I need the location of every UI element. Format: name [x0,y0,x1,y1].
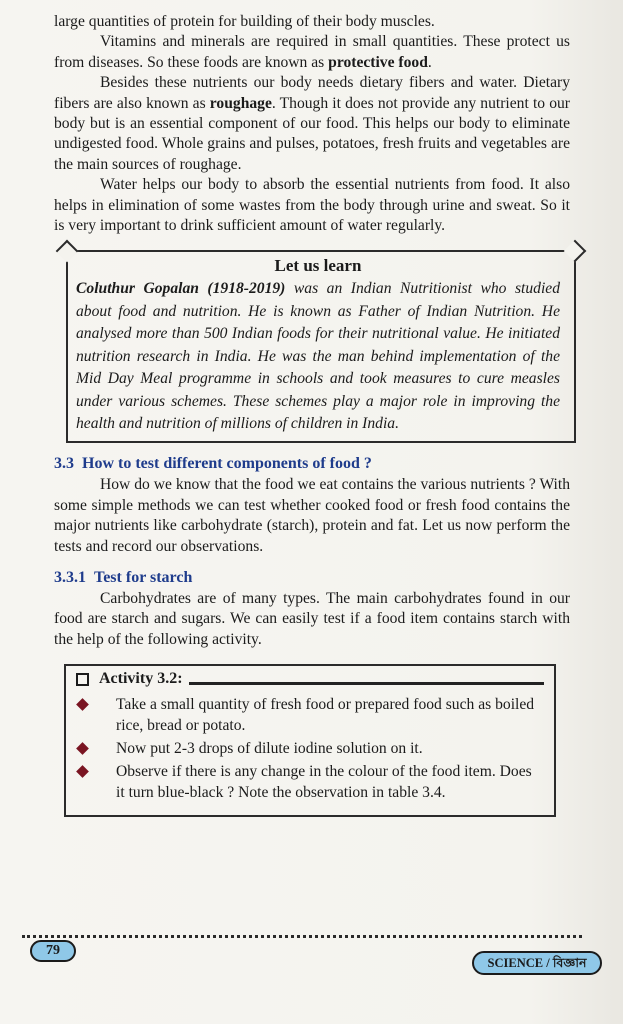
activity-rule [189,682,544,685]
section-3-3-1-heading [54,569,570,587]
let-us-learn-box [66,250,576,443]
section-3-3-1-number: 3.3.1 [54,568,86,586]
let-us-learn-title: Let us learn [274,256,362,276]
gopalan-description: was an Indian Nutritionist who studied about food and nutrition. He is known as Father of Indian Nutrition. He analysed more than 500 Indian foods for their nutritional value. He initiated nutrition research in India. He was the man behind implementation of the Mid Day Meal programme in schools and took measures to cure measles under various schemes. These schemes play a major role in improving the health and nutrition of millions of children in India. [76,280,560,432]
page-number: 79 [30,940,76,962]
paragraph-vitamins-end: . [427,53,432,71]
diamond-bullet-icon [76,742,89,755]
activity-step-text: Now put 2-3 drops of dilute iodine solution on it. [116,740,423,758]
checkbox-icon [76,673,89,686]
paragraph-vitamins-text: Vitamins and minerals are required in small quantities. These protect us from diseases. So these foods are known as [54,33,570,71]
book-label: SCIENCE / বিজ্ঞান [472,951,602,975]
paragraph-roughage-rest: . Though it does not provide any nutrient to our body but is an essential component of our food. This helps our body to eliminate undigested food. Whole grains and pulses, potatoes, fresh fruits and vegetables are the main sources of roughage. [54,94,570,173]
section-3-3-heading [54,455,570,473]
term-protective-food: protective food [328,53,428,71]
paragraph-roughage-text: Besides these nutrients our body needs dietary fibers and water. Dietary fibers are also known as [54,74,570,112]
let-us-learn-body [76,278,560,435]
footer-dotted-line [22,935,582,938]
section-3-3-number: 3.3 [54,455,74,473]
term-roughage: roughage [209,94,272,112]
activity-header [76,670,544,688]
page-content [54,12,570,817]
activity-step [76,738,544,759]
activity-steps [76,694,544,803]
activity-box [64,664,556,817]
activity-step-text: Take a small quantity of fresh food or prepared food such as boiled rice, bread or potato. [116,696,535,735]
paragraph-vitamins [54,32,570,73]
paragraph-roughage [54,73,570,175]
diamond-bullet-icon [76,698,89,711]
activity-step [76,694,544,736]
section-3-3-1-title: Test for starch [94,568,193,586]
section-3-3-1-body: Carbohydrates are of many types. The main carbohydrates found in our food are starch and sugars. We can easily test if a food item contains starch with the help of the following activity. [54,589,570,648]
paragraph-protein: large quantities of protein for building of their body muscles. [54,13,435,30]
paragraph-water: Water helps our body to absorb the essential nutrients from food. It also helps in elimination of some wastes from the body through urine and sweat. So it is very important to drink sufficient amount of water regularly. [54,176,570,235]
section-3-3-body: How do we know that the food we eat contains the various nutrients ? With some simple methods we can test whether cooked food or fresh food contains the major nutrients like carbohydrate (starch), protein and fat. Let us now perform the tests and record our observations. [54,476,570,555]
activity-step-text: Observe if there is any change in the colour of the food item. Does it turn blue-black ? Note the observation in table 3.4. [116,763,532,802]
gopalan-name: Coluthur Gopalan (1918-2019) [76,280,286,298]
activity-title: Activity 3.2: [99,670,183,688]
activity-step [76,761,544,803]
diamond-bullet-icon [76,765,89,778]
section-3-3-title: How to test different components of food ? [82,455,372,473]
